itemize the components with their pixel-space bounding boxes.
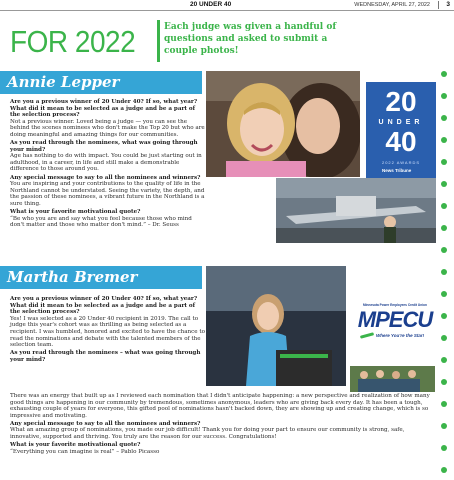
decorative-dot [441,71,447,77]
twenty-under-forty-logo [366,82,436,178]
answer: You are inspiring and your contributions to the quality of life in the Northland cannot be understated. Seeing the variety, the depth, and the passion of these nominees, a vibrant future in the Northland is a sure thing. [10,181,205,207]
answer: “Be who you are and say what you feel because those who mind don't matter and those who matter don't mind.” – Dr. Seuss [10,215,192,229]
issue-date: WEDNESDAY, APRIL 27, 2022 [354,2,430,8]
profile-name: Martha Bremer [7,268,138,286]
decorative-dot [441,247,447,253]
question: Are you a previous winner of 20 Under 40? If so, what year? What did it mean to be selected as a judge and be a part of the selection process? [10,99,198,119]
decorative-dot [441,335,447,341]
decorative-dot [441,467,447,473]
logo-publisher: News Tribune [382,168,412,173]
logo-awards-text: 2022 AWARDS [381,160,421,165]
decorative-dot [441,203,447,209]
running-header [0,0,454,11]
decorative-dot [441,137,447,143]
decorative-dot [441,269,447,275]
decorative-dot [441,313,447,319]
profile-name-banner [0,266,202,289]
question: As you read through the nominees – what was going through your mind? [10,350,201,363]
question: Any special message to say to all the nominees and winners? [10,174,201,181]
question: Any special message to say to all the nominees and winners? [10,420,201,427]
answer: Age has nothing to do with impact. You could be just starting out in adulthood, in a career, in life and still make a demonstrable difference to those around you. [10,153,202,173]
answer: Not a previous winner. Loved being a judge — you can see the behind the scenes nominees who don't make the Top 20 but who are doing meaningful and amazing things for our communities. [10,118,205,138]
title-accent-bar [157,20,160,62]
page-title: FOR 2022 [10,25,136,59]
question: As you read through the nominees, what was going through your mind? [10,140,198,153]
sponsor-logo [356,303,434,365]
decorative-dot [441,291,447,297]
sponsor-swoosh [360,332,374,339]
section-label: 20 UNDER 40 [190,1,232,8]
logo-number-20: 20 [385,86,417,117]
judge-photo-selfie [206,71,360,177]
profile-article-continued [10,393,435,457]
answer: There was an energy that built up as I reviewed each nomination that I didn't anticipate happening: a new perspective and realization of how many good things are happening in our community by tremendous, sometimes anonymous, leaders who are giving back every day. It has been a tough, exhausting couple of years for everyone, this gifted pool of nominations hasn't backed down, they are showing up and creating change, which is so impressive and motivating. [10,393,430,419]
page-number: 3 [446,1,450,8]
answer: What an amazing group of nominations, you made our job difficult! Thank you for doing your part to ensure our community is strong, safe, innovative, supported and thriving. You truly are the reason for our success. Congratulations! [10,427,405,441]
profile-article [10,99,206,230]
answer: Yes! I was selected as a 20 Under 40 recipient in 2019. The call to judge this year's cohort was as thrilling as being selected as a recipient. I was humbled, honored and excited to have the chance to read the nominations and debate with the talented members of the selection team. [10,315,205,349]
decorative-dot [441,423,447,429]
decorative-dot [441,115,447,121]
profile-name-banner [0,71,202,94]
profile-article [10,296,206,363]
sponsor-tagline: Where You're the Star! [376,333,425,338]
logo-under-text: UNDER [378,119,424,126]
decorative-dot [441,445,447,451]
header-divider [438,1,439,9]
question: What is your favorite motivational quote? [10,442,141,449]
sponsor-full-name: Minnesota Power Employees Credit Union [363,303,427,307]
decorative-dot [441,401,447,407]
question: Are you a previous winner of 20 Under 40? If so, what year? What did it mean to be selected as a judge and be a part of the selection process? [10,296,198,316]
answer: “Everything you can imagine is real” – Pablo Picasso [10,448,160,455]
logo-number-40: 40 [385,126,417,157]
group-photo [350,366,435,392]
question: What is your favorite motivational quote? [10,209,141,215]
decorative-dot [441,225,447,231]
decorative-dot [441,181,447,187]
decorative-dot [441,93,447,99]
decorative-dot [441,357,447,363]
decorative-dot [441,159,447,165]
profile-name: Annie Lepper [7,73,120,91]
page-subhead: Each judge was given a handful of questions and asked to submit a couple photos! [164,22,337,56]
judge-photo-hangar [276,178,436,243]
decorative-dot [441,379,447,385]
judge-photo-podium [206,266,346,386]
sponsor-name: MPECU [357,307,433,332]
